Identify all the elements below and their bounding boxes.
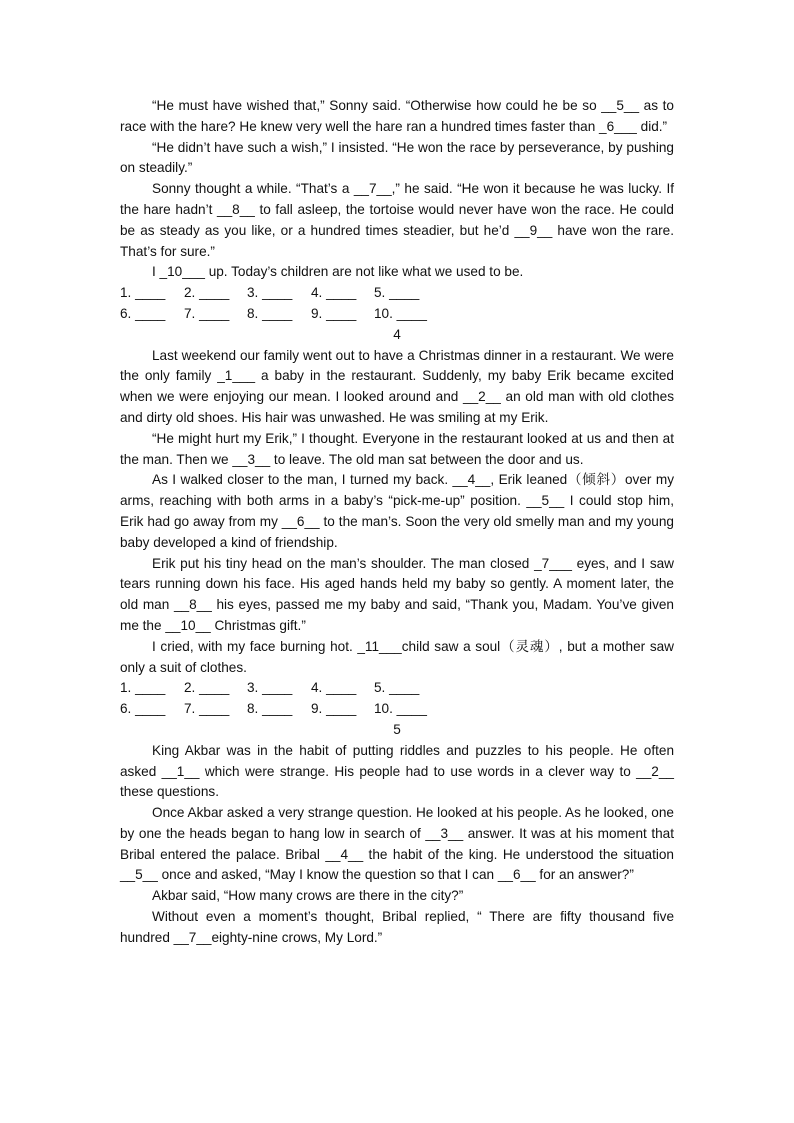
paragraph: I cried, with my face burning hot. _11___child saw a soul（灵魂）, but a mother saw only a suit of clothes.	[120, 638, 674, 675]
paragraph: Sonny thought a while. “That’s a __7__,” he said. “He won it because he was lucky. If the hare hadn’t __8__ to fall asleep, the tortoise would never have won the race. He could be as steady as you like, or a hundred times steadier, but he’d __9__ have won the rare. That’s for sure.”	[120, 181, 674, 259]
paragraph: I _10___ up. Today’s children are not like what we used to be.	[152, 264, 524, 280]
answer-blank: 5. ____	[374, 680, 420, 696]
answer-row	[120, 283, 674, 304]
paragraph: “He must have wished that,” Sonny said. “Otherwise how could he be so __5__ as to race with the hare? He knew very well the hare ran a hundred times faster than _6___ did.”	[120, 98, 674, 134]
answer-blank: 8. ____	[247, 701, 293, 717]
answer-blank: 1. ____	[120, 285, 166, 301]
paragraph: Last weekend our family went out to have a Christmas dinner in a restaurant. We were the only family _1___ a baby in the restaurant. Suddenly, my baby Erik became excited when we were enjoying our mean. I looked around and __2__ an old man with old clothes and dirty old shoes. His hair was unwashed. He was smiling at my Erik.	[120, 347, 674, 425]
paragraph: Without even a moment’s thought, Bribal replied, “ There are fifty thousand five hundred __7__eighty-nine crows, My Lord.”	[120, 909, 674, 945]
answer-blank: 8. ____	[247, 305, 293, 321]
answer-blank: 7. ____	[184, 305, 230, 321]
answer-blank: 2. ____	[184, 285, 230, 301]
answer-row	[120, 304, 674, 325]
answer-blank: 9. ____	[311, 701, 357, 717]
answer-blank: 10. ____	[374, 701, 427, 717]
paragraph: “He might hurt my Erik,” I thought. Everyone in the restaurant looked at us and then at the man. Then we __3__ to leave. The old man sat between the door and us.	[120, 430, 674, 467]
paragraph: “He didn’t have such a wish,” I insisted. “He won the race by perseverance, by pushing on steadily.”	[120, 139, 674, 176]
answer-blank: 6. ____	[120, 305, 166, 321]
paragraph: Once Akbar asked a very strange question. He looked at his people. As he looked, one by one the heads began to hang low in search of __3__ answer. It was at his moment that Bribal entered the palace. Bribal __4__ the habit of the king. He understood the situation __5__ once and asked, “May I know the question so that I can __6__ for an answer?”	[120, 805, 674, 883]
paragraph: Akbar said, “How many crows are there in the city?”	[152, 888, 464, 904]
answer-blank: 2. ____	[184, 680, 230, 696]
answer-row	[120, 699, 674, 720]
answer-blank: 1. ____	[120, 680, 166, 696]
answer-blank: 3. ____	[247, 285, 293, 301]
answer-blank: 10. ____	[374, 305, 427, 321]
paragraph: King Akbar was in the habit of putting riddles and puzzles to his people. He often asked __1__ which were strange. His people had to use words in a clever way to __2__ these questions.	[120, 742, 674, 800]
answer-blank: 4. ____	[311, 680, 357, 696]
paragraph: Erik put his tiny head on the man’s shoulder. The man closed _7___ eyes, and I saw tears running down his face. His aged hands held my baby so gently. A moment later, the old man __8__ his eyes, passed me my baby and said, “Thank you, Madam. You’ve given me the __10__ Christmas gift.”	[120, 555, 674, 633]
answer-row	[120, 678, 674, 699]
section-number: 5	[393, 721, 401, 737]
answer-blank: 7. ____	[184, 701, 230, 717]
answer-blank: 6. ____	[120, 701, 166, 717]
answer-blank: 4. ____	[311, 285, 357, 301]
answer-blank: 9. ____	[311, 305, 357, 321]
section-number: 4	[393, 326, 401, 342]
document-page	[120, 96, 674, 949]
paragraph: As I walked closer to the man, I turned my back. __4__, Erik leaned（倾斜）over my arms, reaching with both arms in a baby’s “pick-me-up” position. __5__ I could stop him, Erik had go away from my __6__ to the man’s. Soon the very old smelly man and my young baby developed a kind of friendship.	[120, 472, 674, 550]
answer-blank: 3. ____	[247, 680, 293, 696]
answer-blank: 5. ____	[374, 285, 420, 301]
